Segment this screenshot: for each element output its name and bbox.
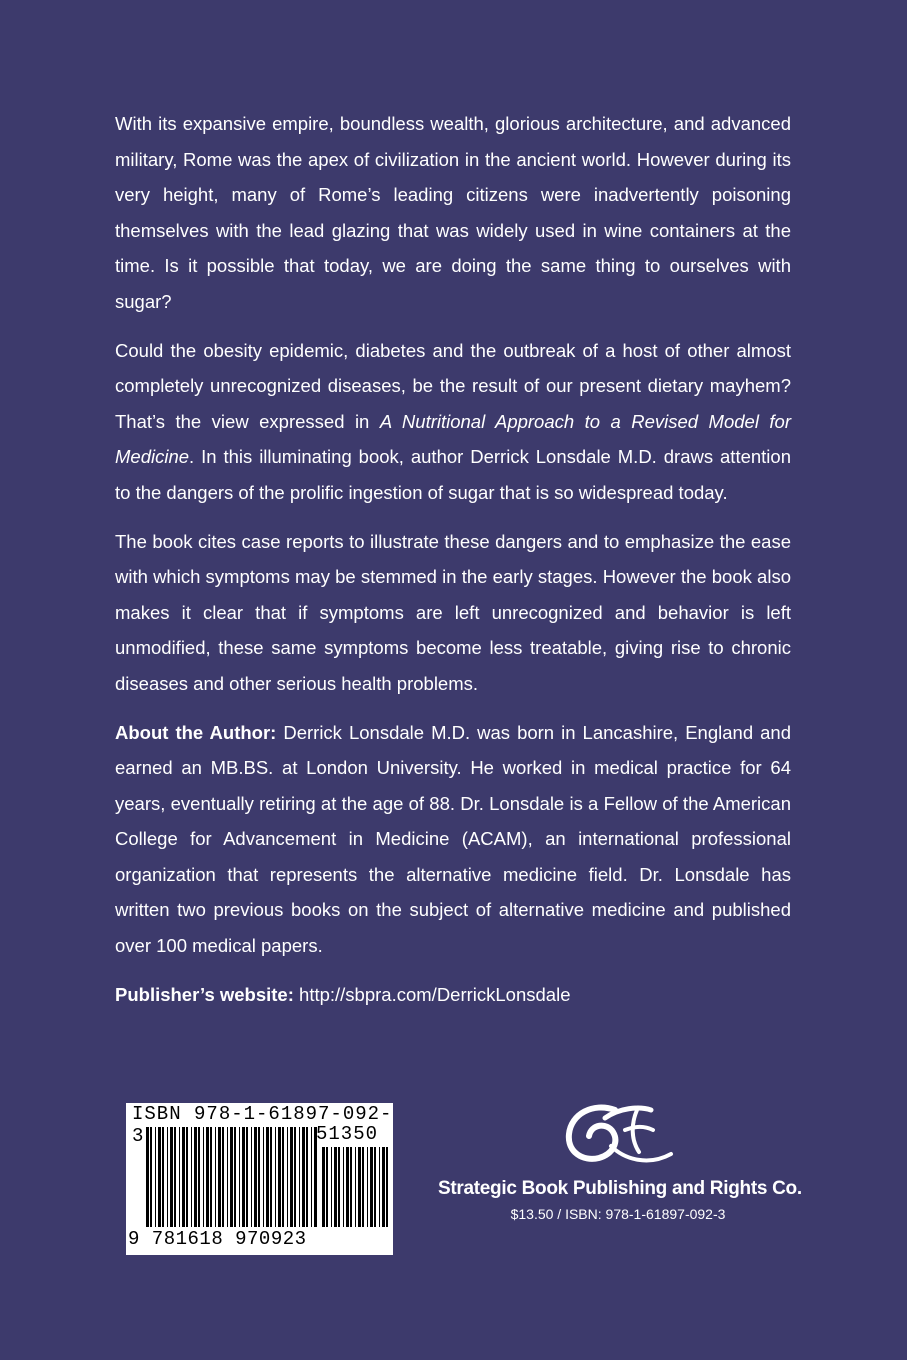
barcode-isbn-digits: 9 781618 970923	[128, 1228, 307, 1250]
publisher-website-label: Publisher’s website:	[115, 983, 294, 1005]
publisher-block	[438, 1100, 802, 1222]
about-author-text: Derrick Lonsdale M.D. was born in Lancashire, England and earned an MB.BS. at London University. He worked in medical practice for 64 years, eventually retiring at the age of 88. Dr. Lonsdale is a Fellow of the American College for Advancement in Medicine (ACAM), an international professional organization that represents the alternative medicine field. Dr. Lonsdale has written two previous books on the subject of alternative medicine and published over 100 medical papers.	[115, 721, 791, 957]
about-author-paragraph	[115, 715, 791, 964]
barcode-bar	[367, 1147, 368, 1227]
publisher-website	[115, 977, 791, 1013]
barcode-bar	[382, 1147, 385, 1227]
barcode-bar	[362, 1147, 364, 1227]
barcode-bar	[386, 1147, 388, 1227]
about-author-label: About the Author:	[115, 721, 277, 743]
barcode-price-code: 51350	[316, 1123, 379, 1145]
barcode-bar	[355, 1147, 356, 1227]
barcode-bar	[322, 1147, 325, 1227]
barcode-isbn-label: ISBN 978-1-61897-092-3	[132, 1103, 393, 1147]
barcode-bar	[326, 1147, 328, 1227]
book-title: A Nutritional Approach to a Revised Model for Medicine	[115, 410, 791, 468]
barcode-bar	[343, 1147, 344, 1227]
isbn-barcode	[126, 1103, 393, 1255]
blurb-paragraph-2-end: . In this illuminating book, author Derrick Lonsdale M.D. draws attention to the dangers of the prolific ingestion of sugar that is so widespread today.	[115, 446, 791, 503]
barcode-bar	[379, 1147, 380, 1227]
publisher-name: Strategic Book Publishing and Rights Co.	[438, 1178, 802, 1199]
back-cover-text	[115, 106, 791, 1025]
blurb-paragraph-2-start: Could the obesity epidemic, diabetes and the outbreak of a host of other almost completely unrecognized diseases, be the result of our present dietary mayhem? That’s the view expressed in	[115, 339, 791, 432]
barcode-bar	[334, 1147, 337, 1227]
price-isbn-line: $13.50 / ISBN: 978-1-61897-092-3	[510, 1206, 726, 1222]
barcode-bar	[370, 1147, 373, 1227]
blurb-paragraph-1: With its expansive empire, boundless wealth, glorious architecture, and advanced military, Rome was the apex of civilization in the ancient world. However during its very height, many of Rome’s leading citizens were inadvertently poisoning themselves with the lead glazing that was widely used in wine containers at the time. Is it possible that today, we are doing the same thing to ourselves with sugar?	[115, 113, 791, 312]
barcode-bar	[338, 1147, 340, 1227]
blurb-paragraph-2	[115, 333, 791, 511]
barcode-bar	[350, 1147, 352, 1227]
publisher-website-url[interactable]: http://sbpra.com/DerrickLonsdale	[293, 983, 571, 1005]
barcode-bar	[331, 1147, 332, 1227]
barcode-bar	[374, 1147, 376, 1227]
barcode-bar	[346, 1147, 349, 1227]
blurb-paragraph-3: The book cites case reports to illustrate these dangers and to emphasize the ease with which symptoms may be stemmed in the early stages. However the book also makes it clear that if symptoms are left unrecognized and behavior is left unmodified, these same symptoms become less treatable, giving rise to chronic diseases and other serious health problems.	[115, 530, 791, 694]
barcode-bar	[358, 1147, 361, 1227]
publisher-logo-icon	[553, 1100, 683, 1172]
